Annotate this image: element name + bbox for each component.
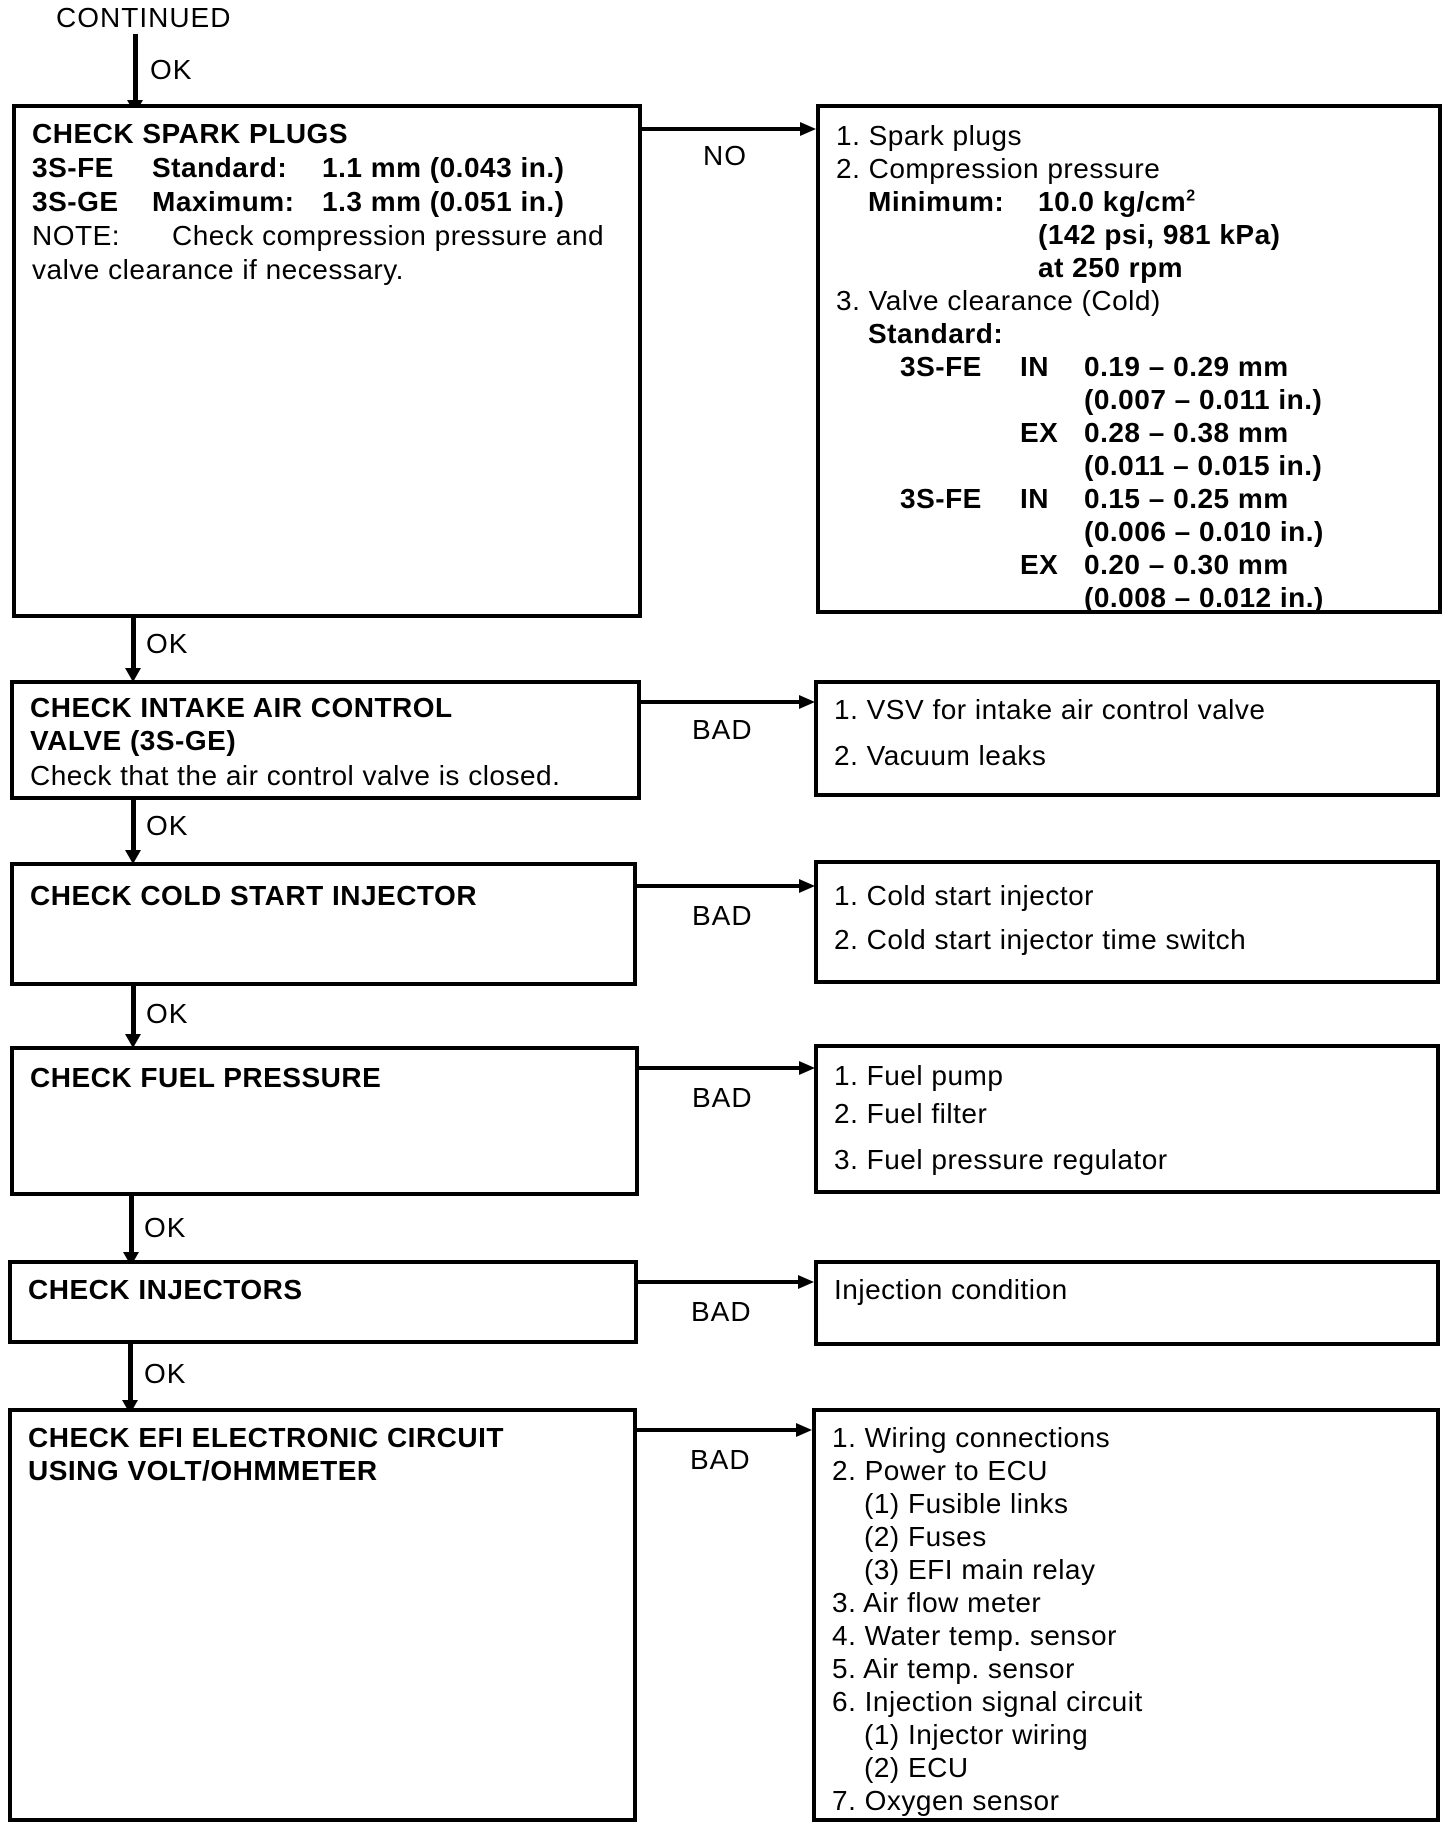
check-fuel-pressure-box bbox=[10, 1046, 639, 1196]
coldstart-r1: 1. Cold start injector bbox=[834, 880, 1094, 911]
ok-label-2: OK bbox=[146, 628, 189, 659]
spark-note-text2: valve clearance if necessary. bbox=[32, 254, 404, 285]
injectors-r1: Injection condition bbox=[834, 1274, 1068, 1305]
efi-item-6-1: (1) Injector wiring bbox=[864, 1719, 1089, 1750]
fe2-in-mm: 0.15 – 0.25 mm bbox=[1084, 483, 1289, 514]
intake-title1: CHECK INTAKE AIR CONTROL bbox=[30, 692, 453, 723]
flow-arrow-6 bbox=[128, 1344, 133, 1404]
intake-r1: 1. VSV for intake air control valve bbox=[834, 694, 1266, 725]
std-label: Standard: bbox=[868, 318, 1004, 349]
connector-no bbox=[642, 127, 802, 131]
connector-bad-1 bbox=[641, 700, 801, 704]
efi-item-2: 2. Power to ECU bbox=[832, 1455, 1049, 1486]
coldstart-title: CHECK COLD START INJECTOR bbox=[30, 880, 478, 911]
spark-ge-label: Maximum: bbox=[152, 186, 295, 217]
efi-item-5: 5. Air temp. sensor bbox=[832, 1653, 1075, 1684]
efi-item-7: 7. Oxygen sensor bbox=[832, 1785, 1060, 1816]
intake-r2: 2. Vacuum leaks bbox=[834, 740, 1047, 771]
arrowhead-no bbox=[800, 122, 816, 136]
fuel-r3: 3. Fuel pressure regulator bbox=[834, 1144, 1168, 1175]
efi-title1: CHECK EFI ELECTRONIC CIRCUIT bbox=[28, 1422, 504, 1453]
spark-r1: 1. Spark plugs bbox=[836, 120, 1022, 151]
ok-label-5: OK bbox=[144, 1212, 187, 1243]
efi-item-2-3: (3) EFI main relay bbox=[864, 1554, 1096, 1585]
injectors-title: CHECK INJECTORS bbox=[28, 1274, 303, 1305]
ok-label-4: OK bbox=[146, 998, 189, 1029]
coldstart-result-box bbox=[814, 860, 1440, 984]
bad-label-2: BAD bbox=[692, 900, 753, 931]
check-injectors-box bbox=[8, 1260, 638, 1344]
arrowhead-bad-1 bbox=[799, 695, 815, 709]
spark-r2: 2. Compression pressure bbox=[836, 153, 1161, 184]
continued-label: CONTINUED bbox=[56, 2, 232, 33]
spark-fe-label: Standard: bbox=[152, 152, 288, 183]
arrowhead-bad-3 bbox=[799, 1061, 815, 1075]
min-value-sup: 2 bbox=[1186, 187, 1196, 205]
fe1-in-in: (0.007 – 0.011 in.) bbox=[1084, 384, 1323, 415]
intake-desc: Check that the air control valve is closed. bbox=[30, 760, 561, 791]
check-intake-air-box bbox=[10, 680, 641, 800]
connector-bad-2 bbox=[637, 884, 801, 888]
intake-title2: VALVE (3S-GE) bbox=[30, 725, 237, 756]
fe2-in-in: (0.006 – 0.010 in.) bbox=[1084, 516, 1324, 547]
efi-item-1: 1. Wiring connections bbox=[832, 1422, 1111, 1453]
spark-note-text: Check compression pressure and bbox=[172, 220, 605, 251]
connector-bad-4 bbox=[638, 1280, 800, 1284]
fe1-ex-mm: 0.28 – 0.38 mm bbox=[1084, 417, 1289, 448]
spark-title: CHECK SPARK PLUGS bbox=[32, 118, 349, 149]
bad-label-4: BAD bbox=[691, 1296, 752, 1327]
intake-result-box bbox=[814, 680, 1440, 797]
spark-ge-value: 1.3 mm (0.051 in.) bbox=[322, 186, 565, 217]
connector-bad-3 bbox=[639, 1066, 801, 1070]
efi-item-2-2: (2) Fuses bbox=[864, 1521, 987, 1552]
spark-fe-value: 1.1 mm (0.043 in.) bbox=[322, 152, 565, 183]
efi-item-6-2: (2) ECU bbox=[864, 1752, 969, 1783]
arrowhead-bad-4 bbox=[798, 1275, 814, 1289]
check-spark-plugs-box bbox=[12, 104, 642, 618]
fuel-title: CHECK FUEL PRESSURE bbox=[30, 1062, 382, 1093]
efi-item-6: 6. Injection signal circuit bbox=[832, 1686, 1143, 1717]
coldstart-r2: 2. Cold start injector time switch bbox=[834, 924, 1247, 955]
fe1-ex: EX bbox=[1020, 417, 1059, 448]
spark-result-box bbox=[816, 104, 1442, 614]
bad-label-5: BAD bbox=[690, 1444, 751, 1475]
min-value-text: 10.0 kg/cm bbox=[1038, 186, 1187, 217]
min-label: Minimum: bbox=[868, 186, 1005, 217]
efi-item-4: 4. Water temp. sensor bbox=[832, 1620, 1117, 1651]
min-value bbox=[1038, 186, 1196, 218]
check-efi-circuit-box bbox=[8, 1408, 637, 1822]
fe2-in: IN bbox=[1020, 483, 1049, 514]
efi-title2: USING VOLT/OHMMETER bbox=[28, 1455, 378, 1486]
injectors-result-box bbox=[814, 1260, 1440, 1346]
bad-label-3: BAD bbox=[692, 1082, 753, 1113]
bad-label-1: BAD bbox=[692, 714, 753, 745]
connector-bad-5 bbox=[637, 1428, 798, 1432]
flow-arrow-5 bbox=[129, 1196, 134, 1260]
fuel-r1: 1. Fuel pump bbox=[834, 1060, 1004, 1091]
arrowhead-bad-5 bbox=[796, 1423, 812, 1437]
fe1-ex-in: (0.011 – 0.015 in.) bbox=[1084, 450, 1323, 481]
min-value-l2: (142 psi, 981 kPa) bbox=[1038, 219, 1281, 250]
fe2-ex: EX bbox=[1020, 549, 1059, 580]
spark-note-label: NOTE: bbox=[32, 220, 121, 251]
efi-result-box bbox=[812, 1408, 1440, 1822]
fuel-r2: 2. Fuel filter bbox=[834, 1098, 988, 1129]
fe1-in-mm: 0.19 – 0.29 mm bbox=[1084, 351, 1289, 382]
fuel-result-box bbox=[814, 1044, 1440, 1194]
fe1-in: IN bbox=[1020, 351, 1049, 382]
check-cold-start-box bbox=[10, 862, 637, 986]
ok-label-6: OK bbox=[144, 1358, 187, 1389]
spark-ge-model: 3S-GE bbox=[32, 186, 119, 217]
efi-item-3: 3. Air flow meter bbox=[832, 1587, 1042, 1618]
no-label: NO bbox=[703, 140, 747, 171]
efi-item-2-1: (1) Fusible links bbox=[864, 1488, 1069, 1519]
fe2-ex-mm: 0.20 – 0.30 mm bbox=[1084, 549, 1289, 580]
spark-fe-model: 3S-FE bbox=[32, 152, 114, 183]
fe1-model: 3S-FE bbox=[900, 351, 982, 382]
fe2-model: 3S-FE bbox=[900, 483, 982, 514]
flow-arrow-4 bbox=[131, 986, 136, 1040]
ok-label-3: OK bbox=[146, 810, 189, 841]
min-value-l3: at 250 rpm bbox=[1038, 252, 1184, 283]
ok-label-1: OK bbox=[150, 54, 193, 85]
arrowhead-bad-2 bbox=[799, 879, 815, 893]
fe2-ex-in: (0.008 – 0.012 in.) bbox=[1084, 582, 1324, 613]
spark-r3: 3. Valve clearance (Cold) bbox=[836, 285, 1161, 316]
flow-arrow-top bbox=[133, 34, 138, 104]
